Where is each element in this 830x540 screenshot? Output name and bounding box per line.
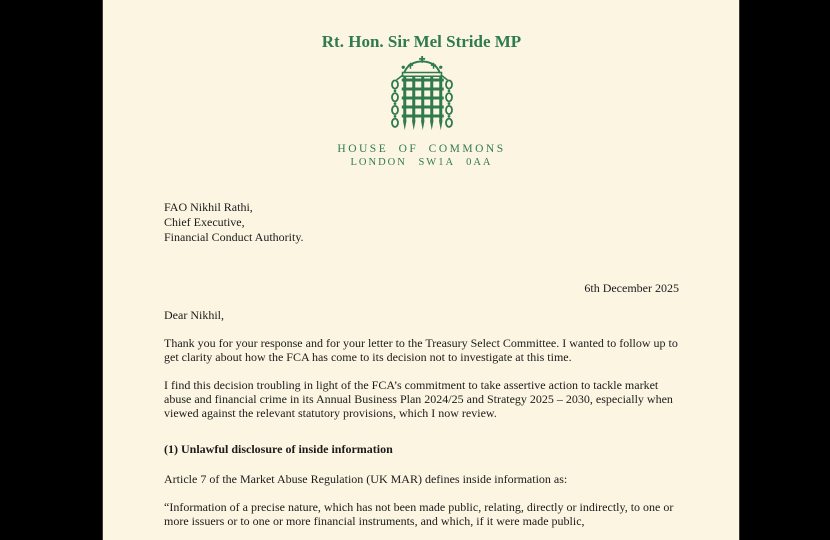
definition-intro-paragraph: Article 7 of the Market Abuse Regulation (UK MAR) defines inside information as: bbox=[164, 472, 568, 486]
recipient-block bbox=[164, 200, 679, 245]
salutation: Dear Nikhil, bbox=[164, 308, 224, 322]
body-paragraph: I find this decision troubling in light of the FCA’s commitment to take assertive action to tackle market abuse and financial crime in its Annual Business Plan 2024/25 and Strategy 2025 – 2030, especially when viewed against the relevant statutory provisions, which I now review. bbox=[164, 378, 673, 420]
sender-name-heading: Rt. Hon. Sir Mel Stride MP bbox=[321, 32, 522, 51]
house-of-commons-portcullis-icon bbox=[388, 56, 456, 140]
letter-date: 6th December 2025 bbox=[584, 281, 679, 295]
letter-page bbox=[102, 0, 740, 540]
letterhead-crest-container bbox=[164, 56, 679, 140]
letter-content bbox=[103, 33, 739, 528]
letterhead-institution: HOUSE OF COMMONS bbox=[337, 143, 506, 155]
recipient-line-fao: FAO Nikhil Rathi, bbox=[164, 200, 253, 214]
recipient-line-role: Chief Executive, bbox=[164, 215, 245, 229]
regulation-quote-paragraph: “Information of a precise nature, which has not been made public, relating, directly or indirectly, to one or more issuers or to one or more financial instruments, and which, if it were made public, bbox=[164, 500, 674, 528]
letterhead-address: LONDON SW1A 0AA bbox=[350, 157, 493, 168]
section-heading-unlawful-disclosure: (1) Unlawful disclosure of inside information bbox=[164, 442, 393, 456]
body-paragraph: Thank you for your response and for your letter to the Treasury Select Committee. I wanted to follow up to get clarity about how the FCA has come to its decision not to investigate at this time. bbox=[164, 336, 678, 364]
recipient-line-organisation: Financial Conduct Authority. bbox=[164, 230, 304, 244]
